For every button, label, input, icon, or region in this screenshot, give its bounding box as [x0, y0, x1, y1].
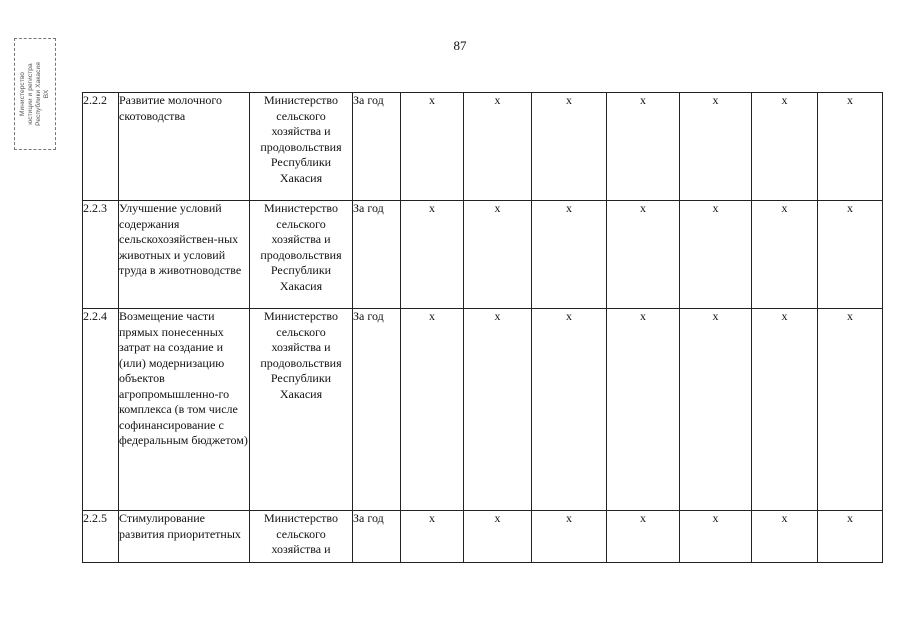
- measure-name: Развитие молочного скотоводства: [119, 93, 250, 201]
- table-row: [83, 93, 883, 201]
- value-cell: х: [680, 93, 752, 201]
- value-cell: х: [401, 309, 464, 511]
- period-cell: За год: [353, 201, 401, 309]
- responsible-organization: Министерство сельского хозяйства и продовольствия Республики Хакасия: [250, 201, 353, 309]
- value-cell: х: [607, 309, 680, 511]
- table-row: [83, 201, 883, 309]
- value-cell: х: [464, 309, 532, 511]
- responsible-organization: Министерство сельского хозяйства и продовольствия Республики Хакасия: [250, 309, 353, 511]
- stamp-line: Республики Хакасия: [35, 62, 42, 126]
- value-cell: х: [818, 201, 883, 309]
- value-cell: х: [532, 309, 607, 511]
- value-cell: х: [680, 309, 752, 511]
- value-cell: х: [752, 309, 818, 511]
- period-cell: За год: [353, 93, 401, 201]
- value-cell: х: [752, 201, 818, 309]
- responsible-organization: Министерство сельского хозяйства и продовольствия Республики Хакасия: [250, 93, 353, 201]
- stamp-line: ВХ: [43, 89, 50, 99]
- table-row: [83, 309, 883, 511]
- page-number: 87: [453, 38, 467, 53]
- table-row: [83, 511, 883, 563]
- stamp-line: юстиции и регистра: [27, 63, 34, 125]
- measure-name: Возмещение части прямых понесенных затрат на создание и (или) модернизацию объектов агропромышленно-го комплекса (в том числе софинансирование с федеральным бюджетом): [119, 309, 250, 511]
- stamp-text: [19, 40, 51, 148]
- value-cell: х: [680, 511, 752, 563]
- value-cell: х: [464, 511, 532, 563]
- value-cell: х: [532, 511, 607, 563]
- value-cell: х: [752, 511, 818, 563]
- row-number: 2.2.5: [83, 511, 119, 563]
- value-cell: х: [680, 201, 752, 309]
- value-cell: х: [401, 93, 464, 201]
- responsible-organization: Министерство сельского хозяйства и: [250, 511, 353, 563]
- row-number: 2.2.2: [83, 93, 119, 201]
- value-cell: х: [607, 511, 680, 563]
- row-number: 2.2.4: [83, 309, 119, 511]
- program-measures-table: [82, 92, 883, 563]
- value-cell: х: [818, 511, 883, 563]
- value-cell: х: [401, 201, 464, 309]
- measure-name: Улучшение условий содержания сельскохозяйствен-ных животных и условий труда в животноводстве: [119, 201, 250, 309]
- value-cell: х: [607, 201, 680, 309]
- measure-name: Стимулирование развития приоритетных: [119, 511, 250, 563]
- row-number: 2.2.3: [83, 201, 119, 309]
- value-cell: х: [532, 201, 607, 309]
- period-cell: За год: [353, 511, 401, 563]
- value-cell: х: [752, 93, 818, 201]
- value-cell: х: [401, 511, 464, 563]
- period-cell: За год: [353, 309, 401, 511]
- value-cell: х: [464, 201, 532, 309]
- stamp-line: Министерство: [19, 71, 26, 117]
- value-cell: х: [464, 93, 532, 201]
- registration-stamp: [14, 38, 56, 150]
- value-cell: х: [607, 93, 680, 201]
- value-cell: х: [532, 93, 607, 201]
- value-cell: х: [818, 93, 883, 201]
- value-cell: х: [818, 309, 883, 511]
